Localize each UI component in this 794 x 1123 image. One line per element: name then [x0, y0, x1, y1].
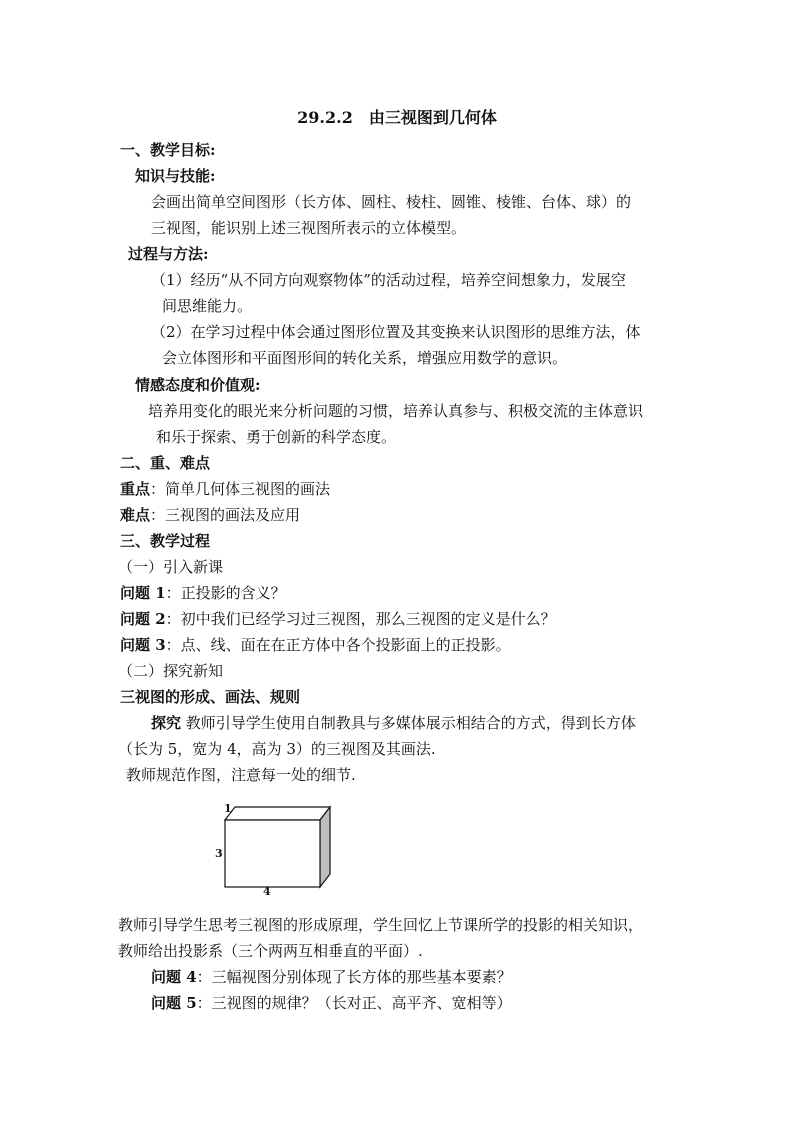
cuboid-length-label: 4 — [263, 885, 271, 898]
question-2-label: 问题 2 — [120, 610, 166, 628]
cuboid-top-face — [225, 807, 330, 820]
question-1-text: ：正投影的含义？ — [165, 584, 286, 602]
question-5 — [151, 993, 512, 1013]
process-item-2-line-2: 会立体图形和平面图形间的转化关系，增强应用数学的意识。 — [162, 349, 568, 367]
cuboid-height-label: 3 — [215, 847, 223, 860]
question-4-label: 问题 4 — [151, 968, 197, 986]
question-4 — [151, 967, 512, 987]
cuboid-front-face — [225, 820, 320, 887]
section-objectives-heading: 一、教学目标: — [120, 141, 216, 159]
explore-line-1 — [151, 713, 636, 733]
key-point-label: 重点 — [120, 480, 151, 498]
three-views-heading: 三视图的形成、画法、规则 — [120, 688, 301, 706]
question-1-label: 问题 1 — [120, 584, 166, 602]
section-process-heading: 三、教学过程 — [120, 532, 211, 550]
subsection-intro: （一）引入新课 — [118, 558, 224, 576]
question-2-text: ：初中我们已经学习过三视图，那么三视图的定义是什么？ — [165, 610, 556, 628]
cuboid-width-label: 1 — [224, 802, 232, 815]
knowledge-skills-line-2: 三视图，能识别上述三视图所表示的立体模型。 — [151, 219, 467, 237]
explore-line-2: （长为 5，宽为 4，高为 3）的三视图及其画法. — [118, 740, 436, 758]
key-point-text: ：简单几何体三视图的画法 — [150, 480, 331, 498]
after-figure-line-2: 教师给出投影系（三个两两互相垂直的平面）. — [118, 942, 423, 960]
explore-text: 教师引导学生使用自制教具与多媒体展示相结合的方式，得到长方体 — [181, 714, 636, 732]
knowledge-skills-line-1: 会画出简单空间图形（长方体、圆柱、棱柱、圆锥、棱锥、台体、球）的 — [151, 193, 632, 211]
question-3 — [120, 635, 511, 655]
after-figure-line-1: 教师引导学生思考三视图的形成原理，学生回忆上节课所学的投影的相关知识， — [118, 916, 644, 934]
question-4-text: ：三幅视图分别体现了长方体的那些基本要素？ — [196, 968, 512, 986]
emotion-values-line-1: 培养用变化的眼光来分析问题的习惯，培养认真参与、积极交流的主体意识 — [148, 402, 644, 420]
process-methods-heading: 过程与方法: — [128, 245, 209, 263]
knowledge-skills-heading: 知识与技能: — [135, 167, 216, 185]
process-item-1-line-2: 间思维能力。 — [162, 297, 253, 315]
process-item-2-line-1: （2）在学习过程中体会通过图形位置及其变换来认识图形的思维方法，体 — [151, 323, 641, 341]
question-1 — [120, 583, 286, 603]
question-3-text: ：点、线、面在在正方体中各个投影面上的正投影。 — [165, 636, 511, 654]
section-key-points-heading: 二、重、难点 — [120, 454, 211, 472]
key-point-line — [120, 479, 330, 499]
difficult-point-line — [120, 505, 300, 525]
cuboid-figure — [215, 800, 335, 892]
emotion-values-heading: 情感态度和价值观: — [135, 376, 261, 394]
process-item-1-line-1: （1）经历“从不同方向观察物体”的活动过程，培养空间想象力，发展空 — [151, 271, 626, 289]
explore-line-3: 教师规范作图，注意每一处的细节. — [126, 766, 356, 784]
question-5-label: 问题 5 — [151, 994, 197, 1012]
question-3-label: 问题 3 — [120, 636, 166, 654]
question-2 — [120, 609, 556, 629]
difficult-point-text: ：三视图的画法及应用 — [150, 506, 301, 524]
explore-label: 探究 — [151, 714, 182, 732]
subsection-explore: （二）探究新知 — [118, 662, 224, 680]
question-5-text: ：三视图的规律？（长对正、高平齐、宽相等） — [196, 994, 512, 1012]
document-title: 29.2.2 由三视图到几何体 — [297, 108, 497, 127]
cuboid-drawing — [215, 800, 335, 892]
difficult-point-label: 难点 — [120, 506, 151, 524]
emotion-values-line-2: 和乐于探索、勇于创新的科学态度。 — [156, 428, 397, 446]
cuboid-side-face — [320, 807, 330, 887]
